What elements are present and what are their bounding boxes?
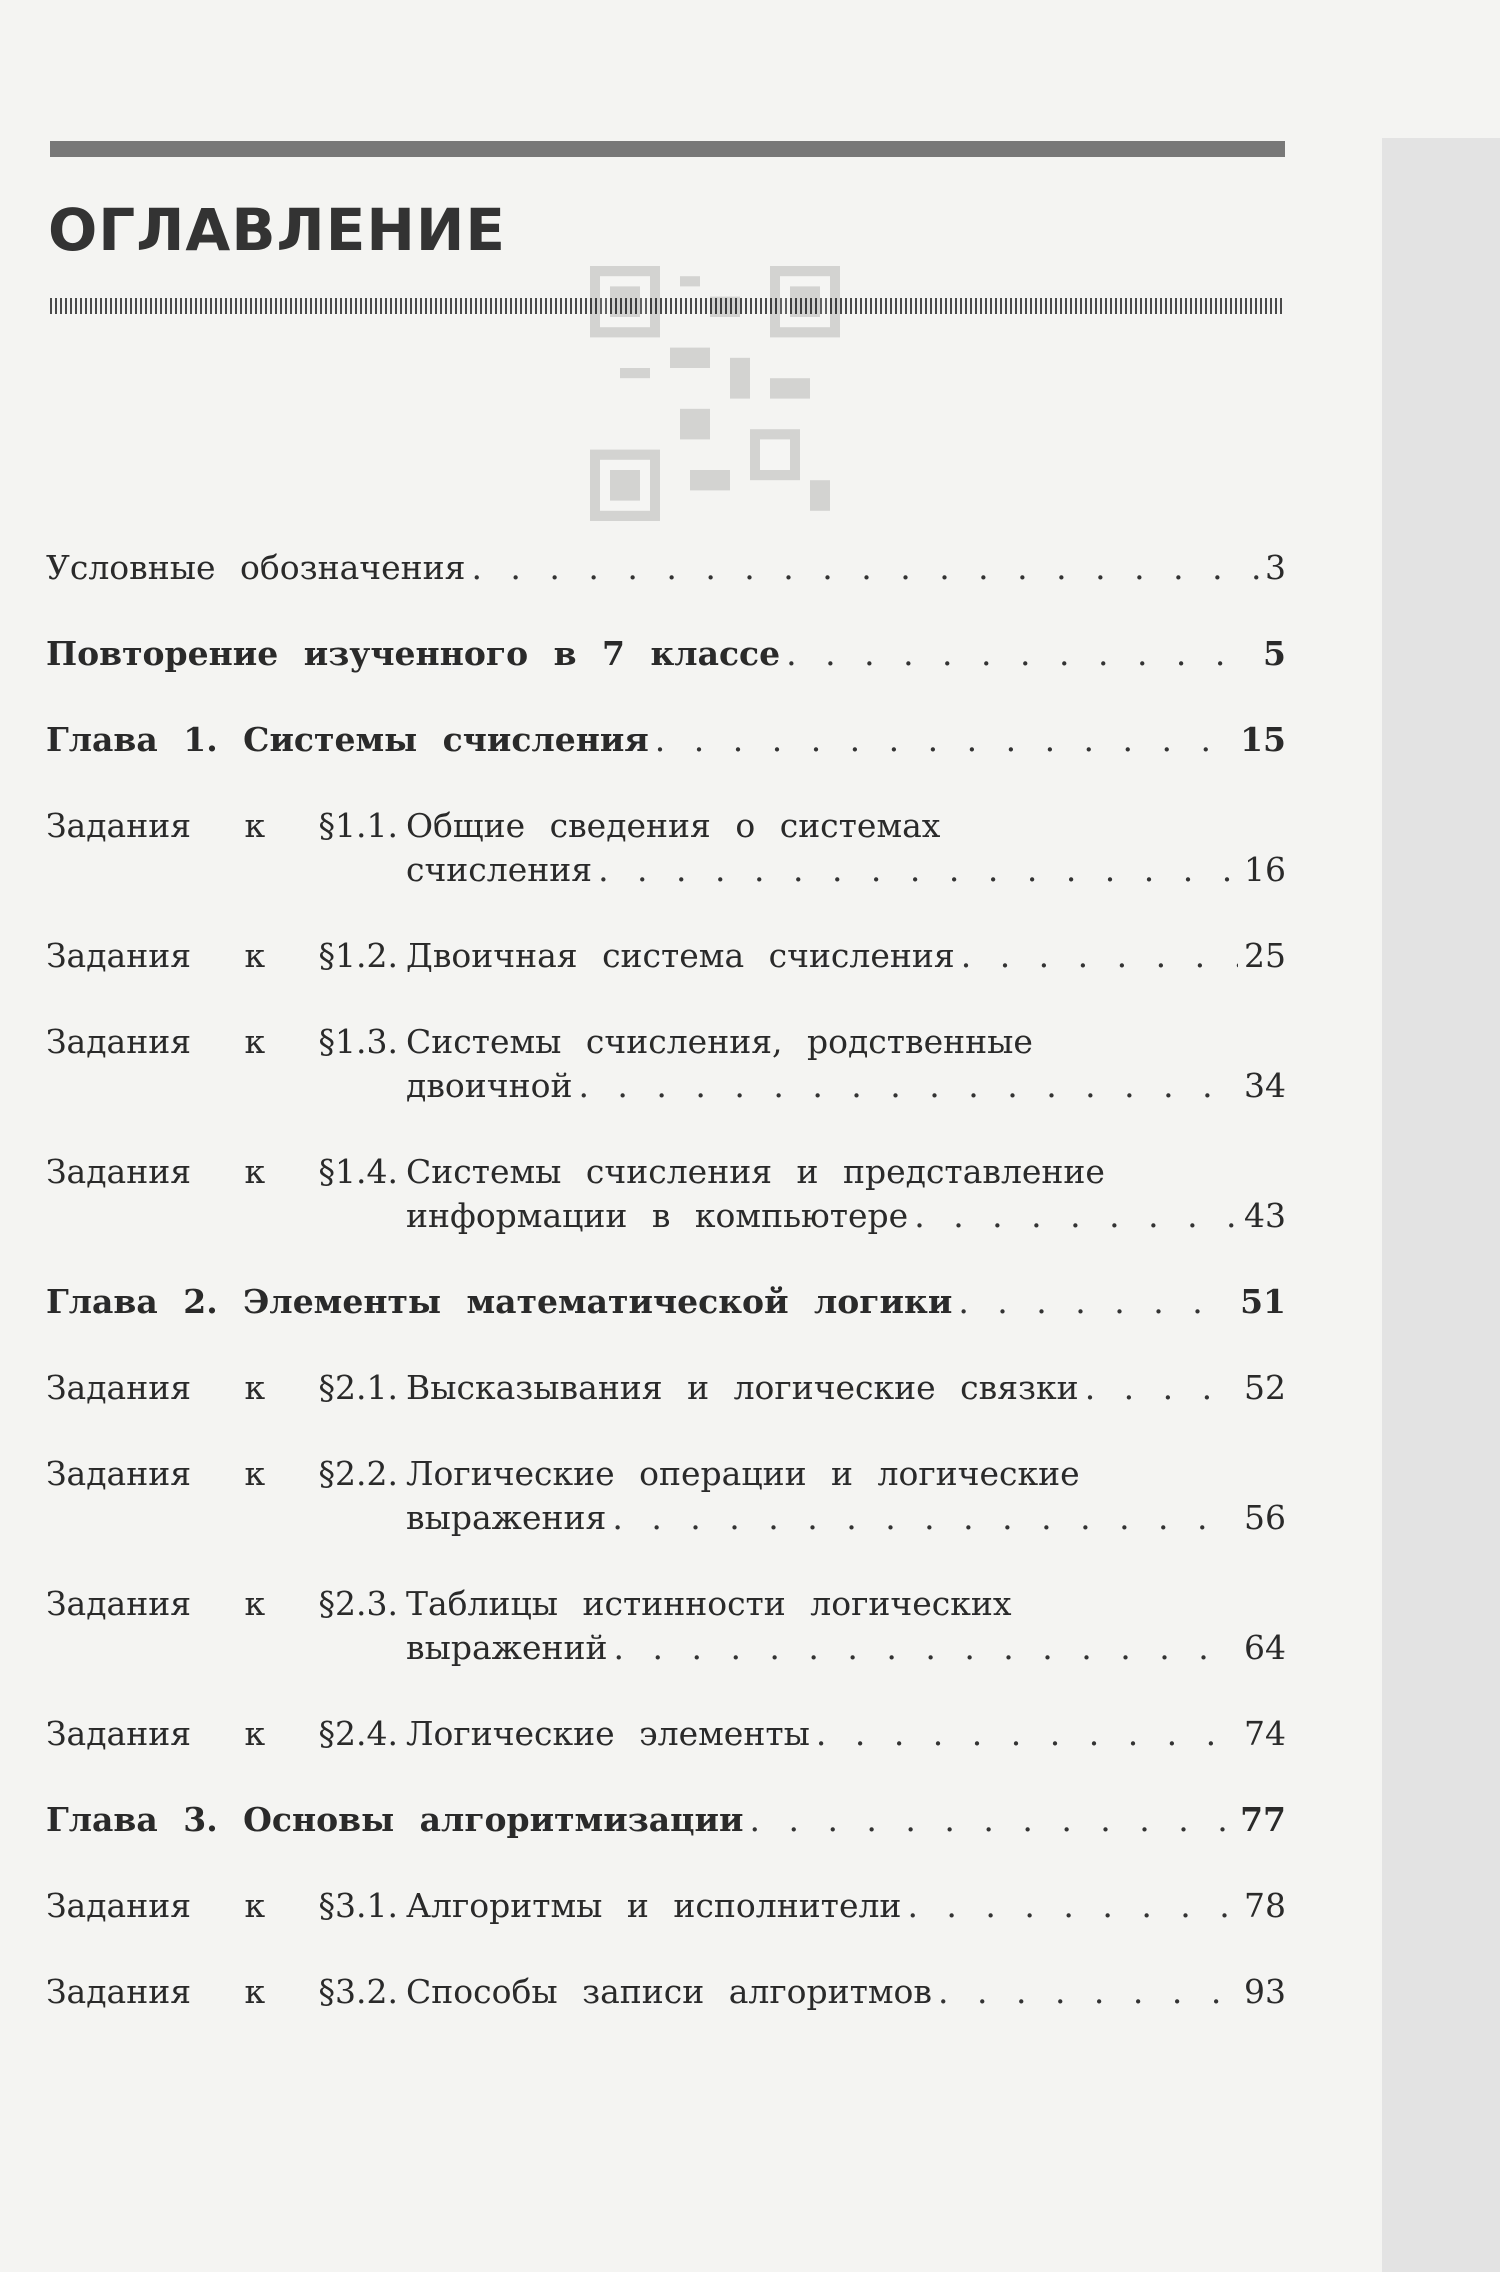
toc-entry-label: Глава 3. Основы алгоритмизации <box>46 1800 744 1839</box>
toc-page-number: 78 <box>1244 1886 1286 1925</box>
dot-leader <box>578 1064 1238 1108</box>
toc-entry-section-1-2[interactable] <box>46 934 1286 978</box>
toc-entry-symbols[interactable] <box>46 546 1286 590</box>
toc-entry-label-continued: двоичной <box>406 1066 573 1105</box>
toc-page-number: 43 <box>1244 1196 1286 1235</box>
toc-page-number: 25 <box>1244 936 1286 975</box>
section-prefix: Задания к §2.2. <box>46 1454 398 1493</box>
toc-entry-label: Логические элементы <box>406 1714 810 1753</box>
dot-leader <box>786 632 1257 676</box>
section-prefix: Задания к §1.1. <box>46 806 398 845</box>
dot-leader <box>914 1194 1238 1238</box>
page-edge-shadow <box>1382 138 1500 2272</box>
toc-entry-label: Повторение изученного в 7 классе <box>46 634 781 673</box>
section-prefix: Задания к §1.2. <box>46 936 398 975</box>
toc-entry-label: Двоичная система счисления <box>406 936 955 975</box>
toc-page-number: 5 <box>1263 634 1286 673</box>
dot-leader <box>614 1626 1238 1670</box>
toc-entry-label: Способы записи алгоритмов <box>406 1972 932 2011</box>
dot-leader <box>612 1496 1238 1540</box>
section-prefix: Задания к §1.3. <box>46 1022 398 1061</box>
section-prefix: Задания к §3.1. <box>46 1886 398 1925</box>
toc-entry-label: Глава 1. Системы счисления <box>46 720 649 759</box>
toc-page-number: 52 <box>1244 1368 1286 1407</box>
toc-page-number: 34 <box>1244 1066 1286 1105</box>
dot-leader <box>938 1970 1238 2014</box>
toc-entry-label: Условные обозначения <box>46 548 466 587</box>
toc-entry-section-2-2[interactable] <box>46 1452 1286 1540</box>
toc-entry-section-1-3[interactable] <box>46 1020 1286 1108</box>
toc-entry-chapter-2[interactable] <box>46 1280 1286 1324</box>
toc-entry-label: Системы счисления и представление <box>406 1152 1105 1191</box>
toc-entry-label-continued: счисления <box>406 850 593 889</box>
toc-entry-section-3-1[interactable] <box>46 1884 1286 1928</box>
toc-entry-section-1-1[interactable] <box>46 804 1286 892</box>
toc-page-number: 51 <box>1240 1282 1286 1321</box>
toc-entry-section-3-2[interactable] <box>46 1970 1286 2014</box>
toc-entry-label: Таблицы истинности логических <box>406 1584 1012 1623</box>
toc-page-number: 3 <box>1265 548 1286 587</box>
toc-entry-label: Системы счисления, родственные <box>406 1022 1033 1061</box>
toc-page-number: 93 <box>1244 1972 1286 2011</box>
toc-page-number: 56 <box>1244 1498 1286 1537</box>
dot-leader <box>471 546 1259 590</box>
toc-entry-label-continued: выражения <box>406 1498 607 1537</box>
dot-leader <box>958 1280 1234 1324</box>
toc-entry-section-2-1[interactable] <box>46 1366 1286 1410</box>
dot-leader <box>1085 1366 1238 1410</box>
toc-page-number: 74 <box>1244 1714 1286 1753</box>
toc-entry-label: Алгоритмы и исполнители <box>406 1886 902 1925</box>
toc-entry-label: Высказывания и логические связки <box>406 1368 1079 1407</box>
section-prefix: Задания к §2.3. <box>46 1584 398 1623</box>
toc-entry-section-1-4[interactable] <box>46 1150 1286 1238</box>
dot-leader <box>598 848 1238 892</box>
section-prefix: Задания к §1.4. <box>46 1152 398 1191</box>
toc-entry-label: Общие сведения о системах <box>406 806 941 845</box>
bleed-through-qr-code <box>590 266 840 521</box>
toc-entry-section-2-3[interactable] <box>46 1582 1286 1670</box>
dot-leader <box>655 718 1234 762</box>
toc-page-number: 16 <box>1244 850 1286 889</box>
toc-entry-label-continued: информации в компьютере <box>406 1196 909 1235</box>
dot-leader <box>749 1798 1234 1842</box>
dot-leader <box>961 934 1238 978</box>
toc-entry-section-2-4[interactable] <box>46 1712 1286 1756</box>
toc-entry-chapter-1[interactable] <box>46 718 1286 762</box>
section-prefix: Задания к §2.1. <box>46 1368 398 1407</box>
toc-page-number: 64 <box>1244 1628 1286 1667</box>
section-prefix: Задания к §2.4. <box>46 1714 398 1753</box>
dot-leader <box>816 1712 1238 1756</box>
toc-page-number: 15 <box>1240 720 1286 759</box>
section-prefix: Задания к §3.2. <box>46 1972 398 2011</box>
toc-entry-label: Логические операции и логические <box>406 1454 1080 1493</box>
toc-entry-label: Глава 2. Элементы математической логики <box>46 1282 953 1321</box>
toc-entry-chapter-3[interactable] <box>46 1798 1286 1842</box>
toc-page-number: 77 <box>1240 1800 1286 1839</box>
toc-entry-label-continued: выражений <box>406 1628 608 1667</box>
header-rule <box>50 141 1285 157</box>
page-title: ОГЛАВЛЕНИЕ <box>48 196 507 264</box>
dot-leader <box>907 1884 1238 1928</box>
toc-entry-review[interactable] <box>46 632 1286 676</box>
